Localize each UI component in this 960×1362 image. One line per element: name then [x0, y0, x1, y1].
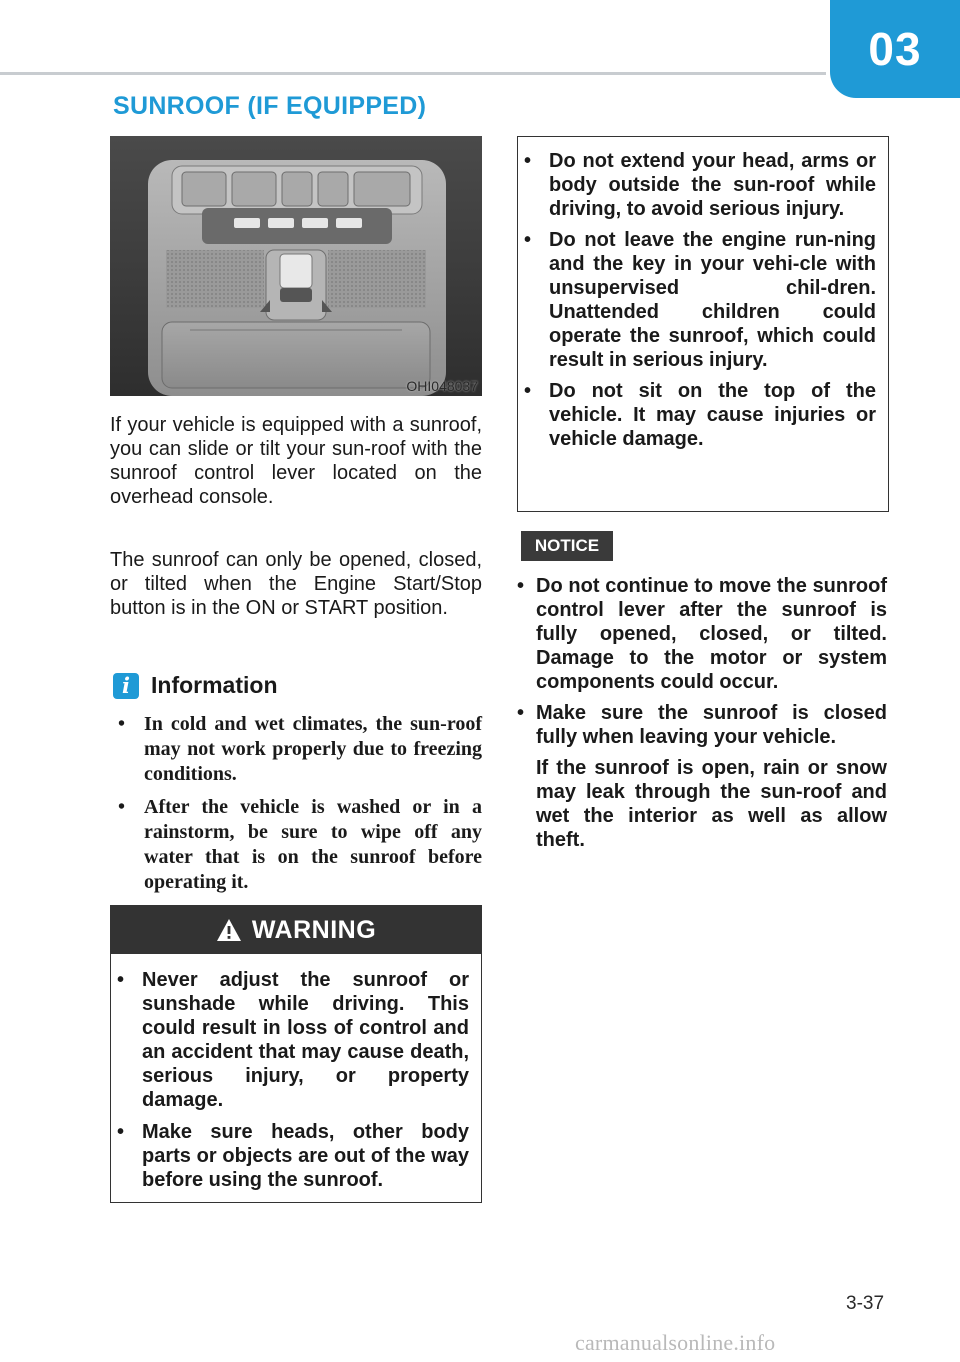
switch-button — [232, 172, 276, 206]
list-item-text: Make sure the sunroof is closed fully when leaving your vehicle. — [536, 702, 887, 748]
list-item: • After the vehicle is washed or in a rainstorm, be sure to wipe off any water that is on the sunroof before operating it. — [112, 795, 482, 895]
warning-list — [111, 968, 469, 1192]
list-item: • Do not sit on the top of the vehicle. It may cause injuries or vehicle damage. — [518, 379, 876, 451]
watermark: carmanualsonline.info — [575, 1330, 776, 1355]
information-list — [112, 712, 482, 903]
list-item: • Never adjust the sunroof or sunshade while driving. This could result in loss of control and an accident that may cause death, serious injury, or property damage. — [111, 968, 469, 1112]
list-item: • Do not extend your head, arms or body outside the sun-roof while driving, to avoid serious injury. — [518, 149, 876, 221]
notice-badge: NOTICE — [521, 531, 613, 561]
list-item: • Make sure heads, other body parts or objects are out of the way before using the sunroof. — [111, 1120, 469, 1192]
body-paragraph: The sunroof can only be opened, closed, or tilted when the Engine Start/Stop button is in the ON or START position. — [110, 549, 482, 619]
header-rule — [0, 72, 826, 75]
switch-button — [182, 172, 226, 206]
switch-button — [282, 172, 312, 206]
warning-box — [110, 905, 482, 1203]
section-title: SUNROOF (IF EQUIPPED) — [113, 92, 427, 120]
chapter-tab: 03 — [830, 0, 960, 98]
list-item: • Do not leave the engine run-ning and the key in your vehi-cle with unsupervised chil-dren. Unattended children could operate the sunroof, which could result in serious injury. — [518, 228, 876, 372]
information-icon: i — [113, 673, 139, 699]
body-paragraph: If your vehicle is equipped with a sunroof, you can slide or tilt your sun-roof with the sunroof control lever located on the overhead console. — [110, 414, 482, 508]
switch-button — [354, 172, 410, 206]
notice-followup: If the sunroof is open, rain or snow may leak through the sun-roof and wet the interior as well as allow theft. — [536, 757, 887, 851]
overhead-console-photo — [110, 136, 482, 396]
photo-code: OHI048037 — [406, 378, 478, 394]
list-item: • Do not continue to move the sunroof control lever after the sunroof is fully opened, closed, or tilted. Damage to the motor or system components could occur. — [517, 574, 887, 694]
notice-list — [517, 574, 887, 859]
caution-list — [518, 149, 876, 451]
information-heading — [113, 672, 278, 699]
page-number: 3-37 — [846, 1293, 885, 1314]
list-item: • In cold and wet climates, the sun-roof may not work properly due to freezing conditions. — [112, 712, 482, 787]
warning-triangle-icon — [216, 918, 242, 942]
sunroof-control-lever — [280, 254, 312, 288]
switch-button — [318, 172, 348, 206]
list-item — [517, 701, 887, 852]
warning-title: WARNING — [251, 915, 377, 944]
information-title: Information — [151, 672, 278, 698]
overhead-console-illustration — [110, 136, 482, 396]
warning-header — [111, 906, 481, 954]
caution-box — [517, 136, 889, 512]
